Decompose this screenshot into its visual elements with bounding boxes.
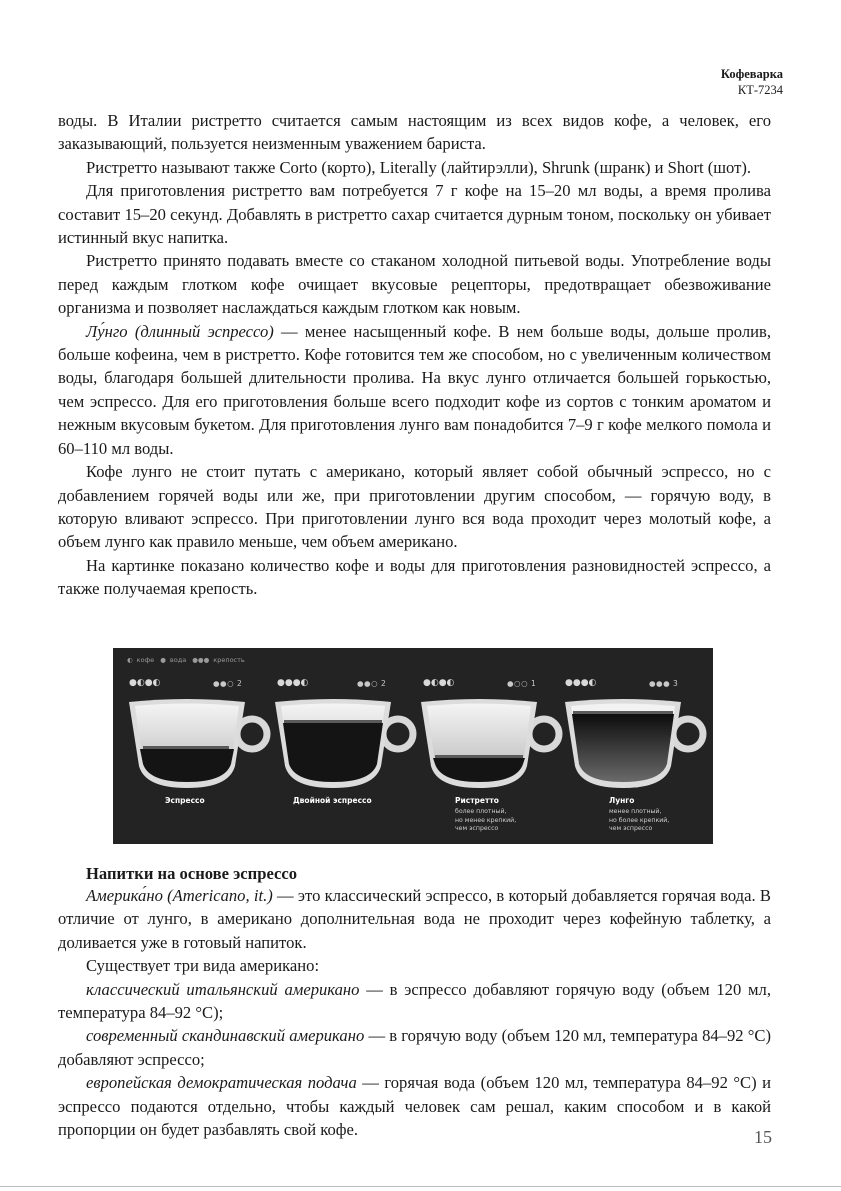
paragraph: воды. В Италии ристретто считается самым настоящим из всех видов кофе, а человек, его заказывающий, пользуется неизменным уважением бариста. bbox=[58, 111, 771, 154]
cup-name: Двойной эспрессо bbox=[293, 796, 372, 805]
cup-strength: ●○○ 1 bbox=[507, 679, 537, 688]
term-americano: Америка́но (Americano, it.) bbox=[86, 886, 273, 905]
cup-ingredient-icons: ●●●◐ bbox=[277, 678, 309, 688]
legend-coffee: кофе bbox=[136, 656, 155, 664]
list-item-european bbox=[58, 1071, 771, 1141]
paragraph: Ристретто называют также Corto (корто), Literally (лайтирэлли), Shrunk (шранк) и Short (шот). bbox=[86, 157, 752, 177]
list-item-scandinavian bbox=[58, 1024, 771, 1071]
cup-note: более плотный, но менее крепкий, чем эспрессо bbox=[455, 808, 517, 832]
header-model: КТ-7234 bbox=[737, 83, 783, 97]
water-drop-icon: ● bbox=[160, 656, 166, 664]
term-european: европейская демократическая подача bbox=[86, 1073, 357, 1093]
cup-strength: ●●○ 2 bbox=[357, 679, 387, 688]
body-text bbox=[58, 109, 771, 601]
cup-ingredient-icons: ●●●◐ bbox=[565, 678, 597, 688]
cup-name: Ристретто bbox=[455, 796, 499, 805]
page-number: 15 bbox=[754, 1127, 772, 1147]
paragraph-text: — менее насыщенный кофе. В нем больше воды, дольше пролив, больше кофеина, чем в ристретто. Кофе готовится тем же способом, но с увеличенным количеством воды, благодаря большей длительности пролива. На вкус лунго отличается большей горькостью, чем эспрессо. Для его приготовления больше всего подходит кофе из сортов с тонким ароматом и нежным вкусовым букетом. Для приготовления лунго вам понадобится 7–9 г кофе мелкого помола и 60–110 мл воды. bbox=[58, 321, 771, 458]
cup-ingredient-icons: ●◐●◐ bbox=[423, 678, 455, 688]
term-scandinavian: современный скандинавский американо bbox=[86, 1026, 365, 1046]
cup-ingredient-icons: ●◐●◐ bbox=[129, 678, 161, 688]
legend-water: вода bbox=[169, 656, 187, 664]
ristretto-cup-illustration bbox=[419, 698, 569, 793]
header-brand: Кофеварка bbox=[720, 67, 783, 81]
paragraph-text: — в горячую воду (объем 120 мл, температура 84–92 °C) добавляют эспрессо; bbox=[58, 1026, 772, 1069]
running-header bbox=[721, 66, 783, 98]
cup-note: менее плотный, но более крепкий, чем эспрессо bbox=[609, 808, 670, 832]
cup-name: Лунго bbox=[609, 796, 635, 805]
cup-strength: ●●● 3 bbox=[649, 679, 679, 688]
strength-dots-icon: ●●● bbox=[192, 656, 210, 664]
section-heading: Напитки на основе эспрессо bbox=[86, 864, 298, 883]
paragraph-text: Существует три вида американо: bbox=[86, 956, 320, 976]
espresso-cup-illustration bbox=[127, 698, 277, 793]
term-lungo: Лу́нго (длинный эспрессо) bbox=[86, 321, 274, 341]
list-item-classic bbox=[58, 978, 771, 1025]
paragraph bbox=[58, 954, 771, 977]
bottom-rule bbox=[0, 1186, 841, 1187]
coffee-bean-icon: ◐ bbox=[127, 656, 133, 664]
paragraph: Для приготовления ристретто вам потребуется 7 г кофе на 15–20 мл воды, а время пролива составит 15–20 секунд. Добавлять в ристретто сахар считается дурным тоном, поскольку он убивает истинный вкус напитка. bbox=[58, 181, 771, 248]
lungo-cup-illustration bbox=[563, 698, 713, 793]
body-text-2 bbox=[58, 884, 771, 1141]
paragraph-americano bbox=[58, 884, 771, 954]
cup-strength: ●●○ 2 bbox=[213, 679, 243, 688]
figure-legend bbox=[127, 656, 249, 664]
cup-name: Эспрессо bbox=[165, 796, 205, 805]
term-classic: классический итальянский американо bbox=[86, 979, 360, 999]
double-espresso-cup-illustration bbox=[273, 698, 423, 793]
paragraph-lungo bbox=[58, 320, 771, 460]
espresso-infographic bbox=[113, 648, 713, 844]
paragraph: Кофе лунго не стоит путать с американо, который являет собой обычный эспрессо, но с добавлением горячей воды или же, при приготовлении другим способом, — горячую воду, в которую вливают эспрессо. При приготовлении лунго вся вода проходит через молотый кофе, а объем лунго как правило меньше, чем объем американо. bbox=[58, 462, 771, 552]
legend-strength: крепость bbox=[213, 656, 245, 664]
paragraph: На картинке показано количество кофе и воды для приготовления разновидностей эспрессо, а также получаемая крепость. bbox=[58, 555, 771, 599]
paragraph-text: — в эспрессо добавляют горячую воду (объем 120 мл, температура 84–92 °C); bbox=[58, 979, 771, 1023]
paragraph-text: — горячая вода (объем 120 мл, температура 84–92 °C) и эспрессо подаются отдельно, чтобы каждый человек сам решал, каким способом и в какой пропорции он будет разбавлять свой кофе. bbox=[58, 1073, 771, 1140]
paragraph: Ристретто принято подавать вместе со стаканом холодной питьевой воды. Употребление воды перед каждым глотком кофе очищает вкусовые рецепторы, предотвращает обезвоживание организма и позволяет наслаждаться каждым глотком как новым. bbox=[58, 251, 771, 318]
paragraph-text: — это классический эспрессо, в который добавляется горячая вода. В отличие от лунго, в американо дополнительная вода не проходит через кофейную таблетку, а доливается уже в готовый напиток. bbox=[58, 886, 771, 952]
